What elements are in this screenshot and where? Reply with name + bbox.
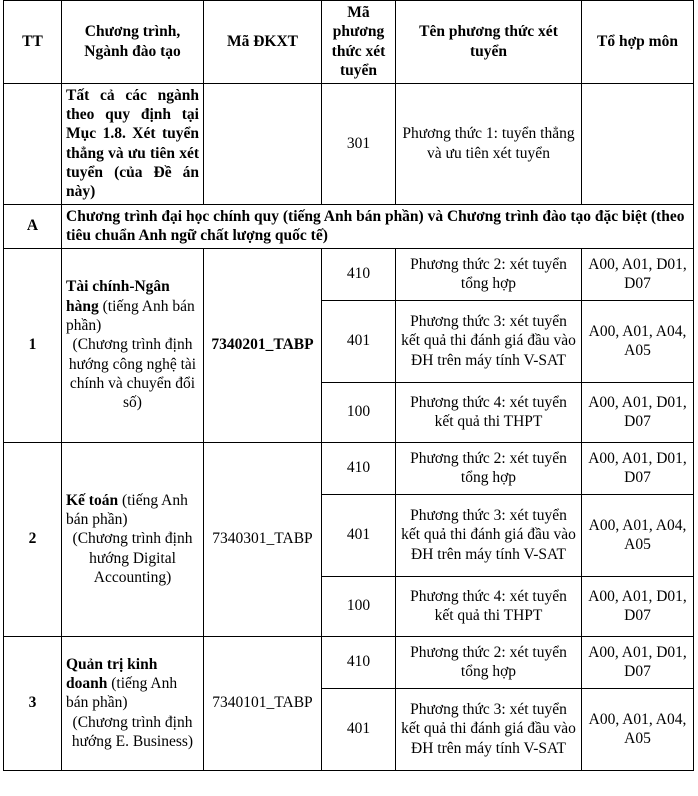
method-code: 410 bbox=[322, 248, 396, 300]
program-name-rest: (tiếng Anh bán phần) bbox=[66, 297, 195, 334]
program-tt: 3 bbox=[4, 636, 62, 770]
method-name: Phương thức 2: xét tuyển tổng hợp bbox=[396, 442, 582, 494]
program-note: (Chương trình định hướng Digital Accounting) bbox=[72, 530, 193, 587]
admission-table bbox=[3, 0, 694, 771]
program-note: (Chương trình định hướng công nghệ tài chính và chuyển đổi số) bbox=[68, 336, 197, 412]
header-combo: Tổ hợp môn bbox=[582, 1, 694, 84]
method-code: 410 bbox=[322, 636, 396, 688]
program-rows bbox=[4, 248, 694, 770]
program-name-bold: Quản trị kinh doanh bbox=[66, 655, 158, 692]
method-combo: A00, A01, D01, D07 bbox=[582, 636, 694, 688]
method-combo: A00, A01, A04, A05 bbox=[582, 688, 694, 770]
direct-admission-row bbox=[4, 83, 694, 204]
method-name: Phương thức 2: xét tuyển tổng hợp bbox=[396, 248, 582, 300]
header-method-name: Tên phương thức xét tuyển bbox=[396, 1, 582, 84]
section-title: Chương trình đại học chính quy (tiếng Anh bán phần) và Chương trình đào tạo đặc biệt (theo tiêu chuẩn Anh ngữ chất lượng quốc tế) bbox=[62, 204, 694, 248]
method-combo: A00, A01, D01, D07 bbox=[582, 576, 694, 636]
header-method-code: Mã phương thức xét tuyển bbox=[322, 1, 396, 84]
direct-method-name: Phương thức 1: tuyển thẳng và ưu tiên xét tuyển bbox=[396, 83, 582, 204]
method-combo: A00, A01, A04, A05 bbox=[582, 494, 694, 576]
header-code: Mã ĐKXT bbox=[204, 1, 322, 84]
method-code: 410 bbox=[322, 442, 396, 494]
method-code: 401 bbox=[322, 494, 396, 576]
method-combo: A00, A01, D01, D07 bbox=[582, 248, 694, 300]
method-combo: A00, A01, D01, D07 bbox=[582, 442, 694, 494]
method-code: 401 bbox=[322, 300, 396, 382]
program-name bbox=[66, 655, 199, 713]
program-tt: 2 bbox=[4, 442, 62, 636]
method-combo: A00, A01, A04, A05 bbox=[582, 300, 694, 382]
program-name-bold: Kế toán bbox=[66, 491, 119, 509]
program-name-bold: Tài chính-Ngân hàng bbox=[66, 278, 170, 315]
method-name: Phương thức 3: xét tuyển kết quả thi đánh giá đầu vào ĐH trên máy tính V-SAT bbox=[396, 300, 582, 382]
method-row bbox=[4, 442, 694, 494]
direct-tt bbox=[4, 83, 62, 204]
method-name: Phương thức 4: xét tuyển kết quả thi THPT bbox=[396, 382, 582, 442]
method-combo: A00, A01, D01, D07 bbox=[582, 382, 694, 442]
method-code: 100 bbox=[322, 382, 396, 442]
program-name-cell bbox=[62, 248, 204, 442]
method-name: Phương thức 3: xét tuyển kết quả thi đánh giá đầu vào ĐH trên máy tính V-SAT bbox=[396, 688, 582, 770]
program-code: 7340301_TABP bbox=[204, 442, 322, 636]
program-code: 7340201_TABP bbox=[204, 248, 322, 442]
method-row bbox=[4, 636, 694, 688]
direct-program: Tất cả các ngành theo quy định tại Mục 1.8. Xét tuyển thẳng và ưu tiên xét tuyển (của Đề án này) bbox=[62, 83, 204, 204]
header-tt: TT bbox=[4, 1, 62, 84]
method-name: Phương thức 4: xét tuyển kết quả thi THPT bbox=[396, 576, 582, 636]
direct-code bbox=[204, 83, 322, 204]
program-name-rest: (tiếng Anh bán phần) bbox=[66, 491, 188, 528]
program-name bbox=[66, 491, 199, 530]
program-name-cell bbox=[62, 636, 204, 770]
direct-combo bbox=[582, 83, 694, 204]
method-row bbox=[4, 248, 694, 300]
section-row bbox=[4, 204, 694, 248]
program-name-cell bbox=[62, 442, 204, 636]
program-code: 7340101_TABP bbox=[204, 636, 322, 770]
section-label: A bbox=[4, 204, 62, 248]
program-note: (Chương trình định hướng E. Business) bbox=[71, 713, 194, 751]
program-name bbox=[66, 277, 199, 335]
direct-method-code: 301 bbox=[322, 83, 396, 204]
program-tt: 1 bbox=[4, 248, 62, 442]
method-name: Phương thức 3: xét tuyển kết quả thi đánh giá đầu vào ĐH trên máy tính V-SAT bbox=[396, 494, 582, 576]
method-name: Phương thức 2: xét tuyển tổng hợp bbox=[396, 636, 582, 688]
method-code: 100 bbox=[322, 576, 396, 636]
program-name-rest: (tiếng Anh bán phần) bbox=[66, 674, 178, 712]
header-row bbox=[4, 1, 694, 84]
header-program: Chương trình, Ngành đào tạo bbox=[62, 1, 204, 84]
method-code: 401 bbox=[322, 688, 396, 770]
